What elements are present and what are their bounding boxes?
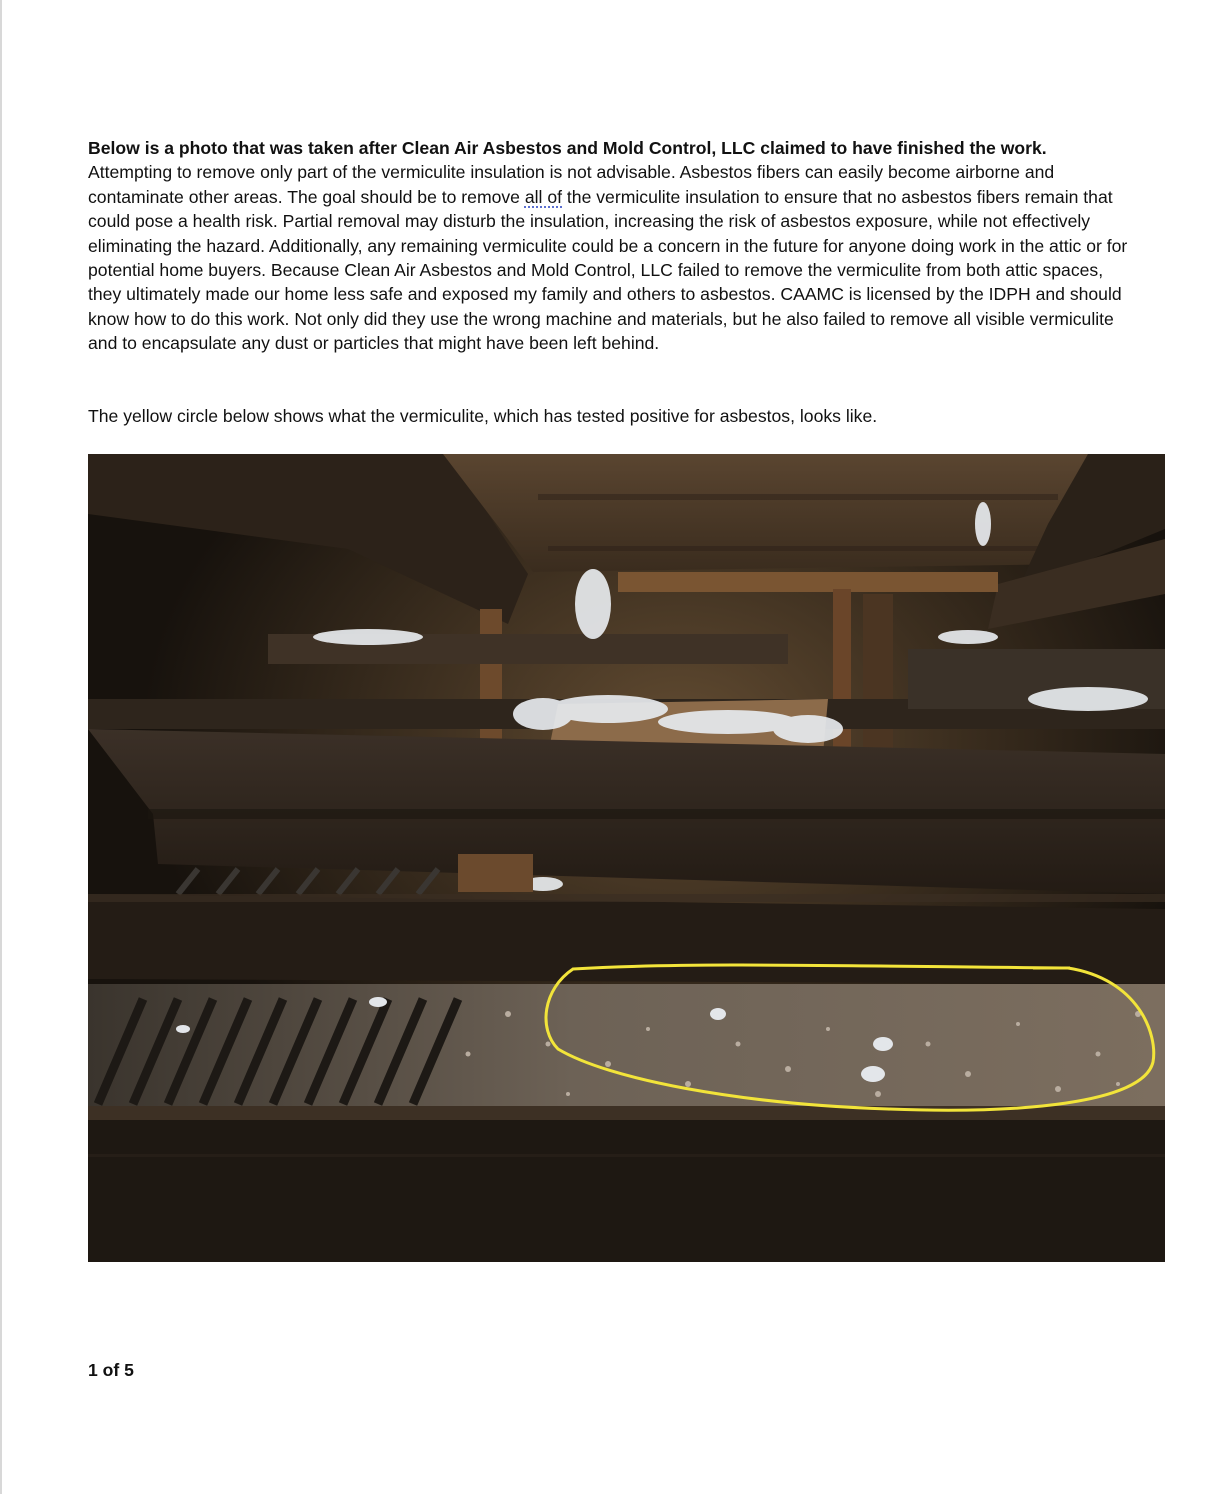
attic-photo (88, 454, 1165, 1262)
underlined-phrase: all of (524, 186, 563, 207)
paragraph-text-part-1: Attempting to remove only part of the vermiculite insulation is not advisable. Asbestos fibers can easily become airborne and contaminate other areas. The goal should be to remove (88, 162, 1055, 207)
photo-caption: The yellow circle below shows what the vermiculite, which has tested positive for asbestos, looks like. (88, 406, 878, 426)
bold-lead-sentence: Below is a photo that was taken after Clean Air Asbestos and Mold Control, LLC claimed to have finished the work. (88, 138, 1047, 158)
page-number: 1 of 5 (88, 1360, 134, 1380)
body-paragraph (88, 136, 1128, 356)
paragraph-text-part-2: the vermiculite insulation to ensure that no asbestos fibers remain that could pose a health risk. Partial removal may disturb the insulation, increasing the risk of asbestos exposure, while not effectively eliminating the hazard. Additionally, any remaining vermiculite could be a concern in the future for anyone doing work in the attic or for potential home buyers. Because Clean Air Asbestos and Mold Control, LLC failed to remove the vermiculite from both attic spaces, they ultimately made our home less safe and exposed my family and others to asbestos. CAAMC is licensed by the IDPH and should know how to do this work. Not only did they use the wrong machine and materials, but he also failed to remove all visible vermiculite and to encapsulate any dust or particles that might have been left behind. (88, 186, 1128, 354)
